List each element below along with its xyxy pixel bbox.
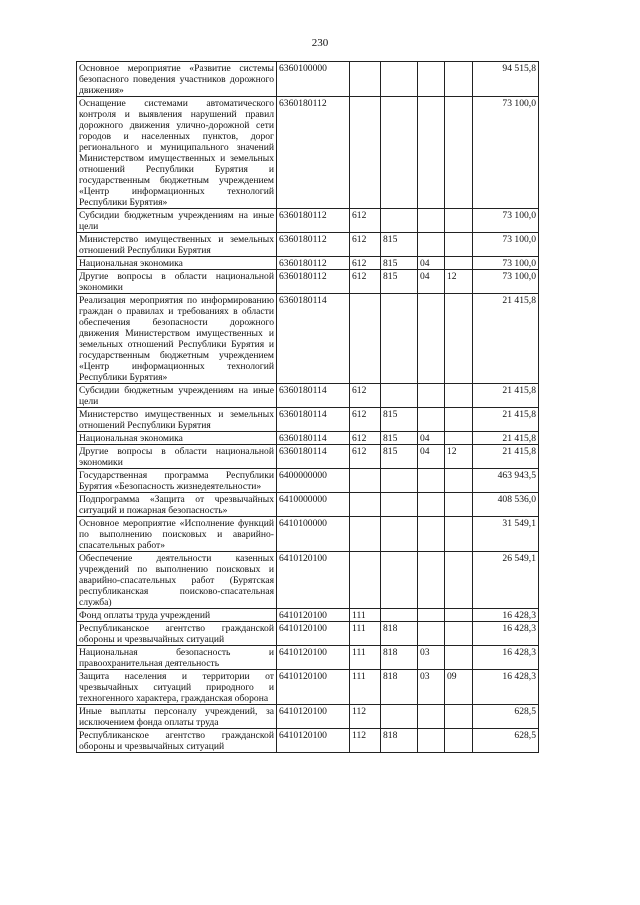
row-section-cell	[418, 294, 445, 384]
row-name-cell: Национальная безопасность и правоохранительная деятельность	[77, 646, 277, 670]
row-subsection-cell	[445, 294, 473, 384]
row-code-cell: 6360100000	[277, 62, 350, 97]
row-administrator-cell: 815	[381, 270, 418, 294]
row-subsection-cell	[445, 552, 473, 609]
row-code-cell: 6360180112	[277, 270, 350, 294]
budget-table	[76, 61, 539, 753]
row-amount-cell: 16 428,3	[473, 646, 539, 670]
row-amount-cell: 73 100,0	[473, 97, 539, 209]
row-administrator-cell: 815	[381, 233, 418, 257]
row-code-cell: 6410120100	[277, 622, 350, 646]
row-expense-type-cell: 111	[350, 622, 381, 646]
row-subsection-cell	[445, 646, 473, 670]
row-administrator-cell: 815	[381, 257, 418, 270]
row-name-cell: Реализация мероприятия по информированию граждан о правилах и требованиях в области обеспечения безопасности дорожного движения Министерством имущественных и земельных отношений Республики Бурятия и государственным бюджетным учреждением «Центр информационных технологий Республики Бурятия»	[77, 294, 277, 384]
row-code-cell: 6360180114	[277, 408, 350, 432]
row-section-cell: 04	[418, 432, 445, 445]
row-name-cell: Подпрограмма «Защита от чрезвычайных ситуаций и пожарная безопасность»	[77, 493, 277, 517]
row-name-cell: Другие вопросы в области национальной экономики	[77, 445, 277, 469]
table-row	[77, 552, 539, 609]
row-name-cell: Основное мероприятие «Исполнение функций по выполнению поисковых и аварийно-спасательных работ»	[77, 517, 277, 552]
row-expense-type-cell: 612	[350, 384, 381, 408]
row-amount-cell: 628,5	[473, 729, 539, 753]
row-code-cell: 6410120100	[277, 552, 350, 609]
row-name-cell: Субсидии бюджетным учреждениям на иные цели	[77, 209, 277, 233]
row-name-cell: Республиканское агентство гражданской обороны и чрезвычайных ситуаций	[77, 729, 277, 753]
row-expense-type-cell	[350, 294, 381, 384]
row-expense-type-cell: 112	[350, 729, 381, 753]
row-section-cell	[418, 384, 445, 408]
row-subsection-cell	[445, 97, 473, 209]
row-name-cell: Другие вопросы в области национальной экономики	[77, 270, 277, 294]
row-code-cell: 6410100000	[277, 517, 350, 552]
table-row	[77, 729, 539, 753]
row-subsection-cell	[445, 62, 473, 97]
row-section-cell	[418, 97, 445, 209]
row-administrator-cell: 815	[381, 445, 418, 469]
row-code-cell: 6360180112	[277, 233, 350, 257]
table-row	[77, 445, 539, 469]
row-amount-cell: 21 415,8	[473, 294, 539, 384]
row-expense-type-cell: 612	[350, 408, 381, 432]
row-section-cell	[418, 552, 445, 609]
row-name-cell: Фонд оплаты труда учреждений	[77, 609, 277, 622]
table-row	[77, 209, 539, 233]
row-administrator-cell: 818	[381, 729, 418, 753]
row-expense-type-cell	[350, 62, 381, 97]
row-code-cell: 6410120100	[277, 729, 350, 753]
row-subsection-cell	[445, 384, 473, 408]
row-amount-cell: 73 100,0	[473, 209, 539, 233]
row-amount-cell: 73 100,0	[473, 233, 539, 257]
table-row	[77, 646, 539, 670]
row-code-cell: 6360180114	[277, 432, 350, 445]
row-administrator-cell: 815	[381, 432, 418, 445]
row-administrator-cell	[381, 97, 418, 209]
row-section-cell: 03	[418, 646, 445, 670]
row-amount-cell: 31 549,1	[473, 517, 539, 552]
row-subsection-cell	[445, 257, 473, 270]
row-code-cell: 6410120100	[277, 609, 350, 622]
row-subsection-cell	[445, 432, 473, 445]
row-expense-type-cell: 612	[350, 432, 381, 445]
row-expense-type-cell	[350, 493, 381, 517]
row-expense-type-cell: 112	[350, 705, 381, 729]
row-section-cell: 04	[418, 270, 445, 294]
row-section-cell: 04	[418, 445, 445, 469]
table-row	[77, 622, 539, 646]
table-row	[77, 493, 539, 517]
row-subsection-cell: 09	[445, 670, 473, 705]
row-amount-cell: 73 100,0	[473, 257, 539, 270]
row-subsection-cell	[445, 622, 473, 646]
row-subsection-cell	[445, 493, 473, 517]
row-administrator-cell	[381, 294, 418, 384]
row-subsection-cell	[445, 408, 473, 432]
table-row	[77, 97, 539, 209]
row-expense-type-cell: 612	[350, 233, 381, 257]
row-amount-cell: 21 415,8	[473, 445, 539, 469]
row-code-cell: 6360180114	[277, 384, 350, 408]
row-expense-type-cell: 111	[350, 670, 381, 705]
row-code-cell: 6400000000	[277, 469, 350, 493]
row-name-cell: Министерство имущественных и земельных отношений Республики Бурятия	[77, 233, 277, 257]
row-amount-cell: 628,5	[473, 705, 539, 729]
row-code-cell: 6410120100	[277, 705, 350, 729]
row-expense-type-cell: 612	[350, 445, 381, 469]
budget-table-body	[77, 62, 539, 753]
row-section-cell	[418, 62, 445, 97]
row-code-cell: 6360180114	[277, 445, 350, 469]
row-section-cell	[418, 469, 445, 493]
table-row	[77, 469, 539, 493]
row-expense-type-cell	[350, 552, 381, 609]
row-section-cell	[418, 493, 445, 517]
row-name-cell: Иные выплаты персоналу учреждений, за исключением фонда оплаты труда	[77, 705, 277, 729]
row-code-cell: 6360180112	[277, 257, 350, 270]
row-administrator-cell	[381, 552, 418, 609]
row-administrator-cell	[381, 62, 418, 97]
row-subsection-cell	[445, 705, 473, 729]
row-subsection-cell: 12	[445, 270, 473, 294]
row-section-cell	[418, 729, 445, 753]
row-administrator-cell: 818	[381, 646, 418, 670]
row-amount-cell: 463 943,5	[473, 469, 539, 493]
row-expense-type-cell	[350, 517, 381, 552]
row-amount-cell: 408 536,0	[473, 493, 539, 517]
table-row	[77, 609, 539, 622]
row-amount-cell: 21 415,8	[473, 384, 539, 408]
row-administrator-cell	[381, 209, 418, 233]
table-row	[77, 705, 539, 729]
row-administrator-cell: 818	[381, 622, 418, 646]
table-row	[77, 517, 539, 552]
table-row	[77, 294, 539, 384]
row-name-cell: Основное мероприятие «Развитие системы безопасного поведения участников дорожного движения»	[77, 62, 277, 97]
row-name-cell: Обеспечение деятельности казенных учреждений по выполнению поисковых и аварийно-спасательных работ (Бурятская республиканская поисково-спасательная служба)	[77, 552, 277, 609]
row-amount-cell: 73 100,0	[473, 270, 539, 294]
table-row	[77, 257, 539, 270]
row-administrator-cell: 815	[381, 408, 418, 432]
row-expense-type-cell: 612	[350, 209, 381, 233]
row-subsection-cell: 12	[445, 445, 473, 469]
table-row	[77, 233, 539, 257]
row-expense-type-cell	[350, 469, 381, 493]
row-section-cell	[418, 517, 445, 552]
row-amount-cell: 94 515,8	[473, 62, 539, 97]
row-subsection-cell	[445, 517, 473, 552]
row-amount-cell: 26 549,1	[473, 552, 539, 609]
row-expense-type-cell: 111	[350, 646, 381, 670]
table-row	[77, 670, 539, 705]
row-name-cell: Национальная экономика	[77, 257, 277, 270]
row-section-cell	[418, 705, 445, 729]
page-number: 230	[311, 37, 329, 49]
row-subsection-cell	[445, 609, 473, 622]
row-section-cell	[418, 209, 445, 233]
row-amount-cell: 16 428,3	[473, 609, 539, 622]
row-code-cell: 6360180112	[277, 97, 350, 209]
row-administrator-cell	[381, 705, 418, 729]
row-subsection-cell	[445, 729, 473, 753]
row-name-cell: Субсидии бюджетным учреждениям на иные цели	[77, 384, 277, 408]
row-subsection-cell	[445, 233, 473, 257]
row-amount-cell: 16 428,3	[473, 622, 539, 646]
row-expense-type-cell: 111	[350, 609, 381, 622]
row-name-cell: Государственная программа Республики Бурятия «Безопасность жизнедеятельности»	[77, 469, 277, 493]
row-code-cell: 6410000000	[277, 493, 350, 517]
row-code-cell: 6360180114	[277, 294, 350, 384]
row-code-cell: 6410120100	[277, 646, 350, 670]
row-section-cell	[418, 622, 445, 646]
row-section-cell	[418, 233, 445, 257]
row-section-cell	[418, 609, 445, 622]
row-expense-type-cell	[350, 97, 381, 209]
row-name-cell: Оснащение системами автоматического контроля и выявления нарушений правил дорожного движения улично-дорожной сети городов и населенных пунктов, дорог регионального и муниципального значений Министерством имущественных и земельных отношений Республики Бурятия и государственным бюджетным учреждением «Центр информационных технологий Республики Бурятия»	[77, 97, 277, 209]
row-section-cell	[418, 408, 445, 432]
row-name-cell: Защита населения и территории от чрезвычайных ситуаций природного и техногенного характера, гражданская оборона	[77, 670, 277, 705]
row-amount-cell: 21 415,8	[473, 408, 539, 432]
table-row	[77, 384, 539, 408]
row-name-cell: Министерство имущественных и земельных отношений Республики Бурятия	[77, 408, 277, 432]
row-name-cell: Национальная экономика	[77, 432, 277, 445]
table-row	[77, 432, 539, 445]
row-administrator-cell: 818	[381, 670, 418, 705]
row-administrator-cell	[381, 493, 418, 517]
row-administrator-cell	[381, 384, 418, 408]
row-section-cell: 04	[418, 257, 445, 270]
row-administrator-cell	[381, 609, 418, 622]
row-administrator-cell	[381, 469, 418, 493]
row-name-cell: Республиканское агентство гражданской обороны и чрезвычайных ситуаций	[77, 622, 277, 646]
row-section-cell: 03	[418, 670, 445, 705]
table-row	[77, 270, 539, 294]
row-amount-cell: 16 428,3	[473, 670, 539, 705]
row-administrator-cell	[381, 517, 418, 552]
row-code-cell: 6360180112	[277, 209, 350, 233]
row-expense-type-cell: 612	[350, 270, 381, 294]
table-row	[77, 408, 539, 432]
table-row	[77, 62, 539, 97]
row-subsection-cell	[445, 209, 473, 233]
row-code-cell: 6410120100	[277, 670, 350, 705]
row-expense-type-cell: 612	[350, 257, 381, 270]
row-subsection-cell	[445, 469, 473, 493]
row-amount-cell: 21 415,8	[473, 432, 539, 445]
